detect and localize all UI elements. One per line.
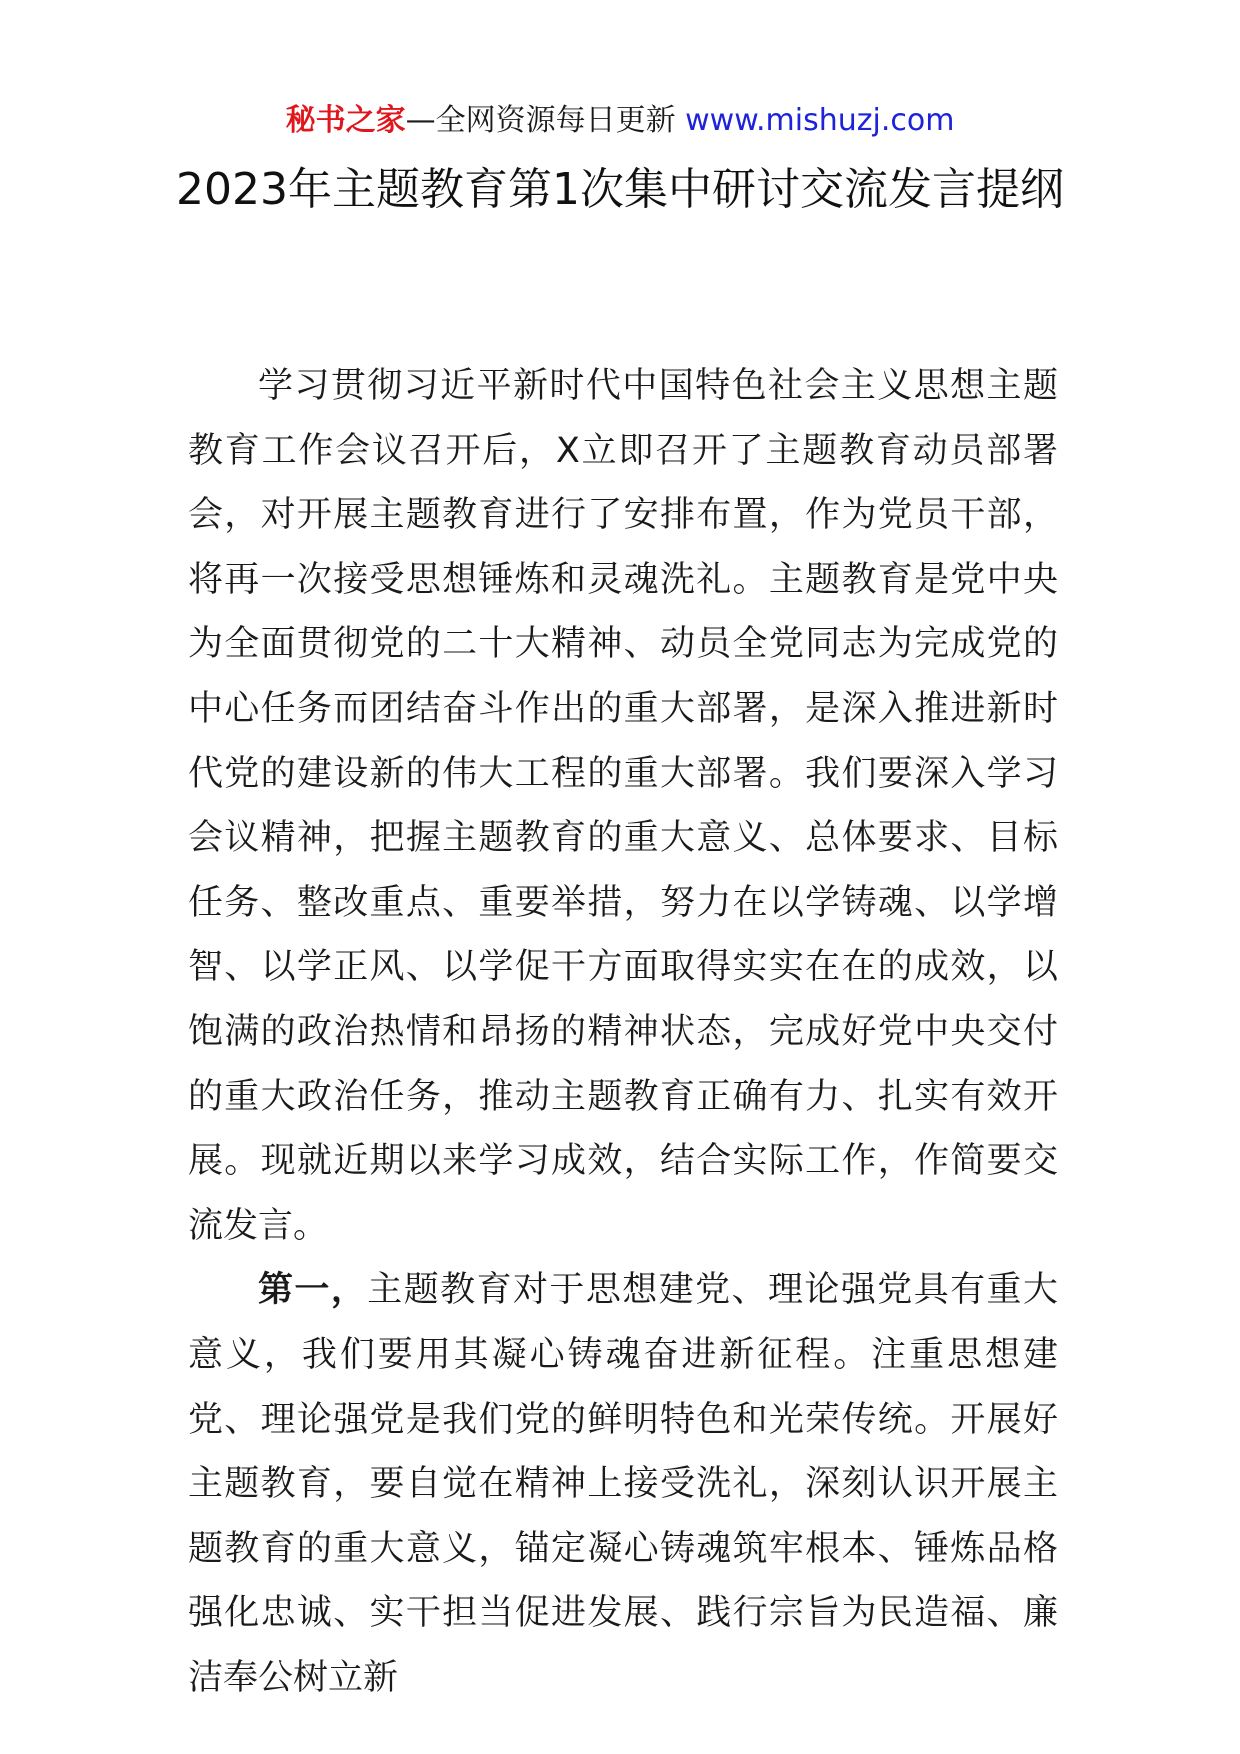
site-header: [0, 101, 1240, 141]
paragraph-lead: 第一，: [258, 1270, 368, 1311]
site-brand: 秘书之家: [285, 103, 406, 138]
document-title: 2023年主题教育第1次集中研讨交流发言提纲: [176, 164, 1064, 215]
paragraph-text: 主题教育对于思想建党、理论强党具有重大意义，我们要用其凝心铸魂奋进新征程。注重思想建党、理论强党是我们党的鲜明特色和光荣传统。开展好主题教育，要自觉在精神上接受洗礼，深刻认识开展主题教育的重大意义，锚定凝心铸魂筑牢根本、锤炼品格强化忠诚、实干担当促进发展、践行宗旨为民造福、廉洁奉公树立新: [188, 1270, 1058, 1698]
site-tagline: —全网资源每日更新: [405, 103, 686, 138]
paragraph-point-one: [188, 1258, 1058, 1710]
paragraph-intro: [188, 354, 1058, 1258]
paragraph-text: 学习贯彻习近平新时代中国特色社会主义思想主题教育工作会议召开后，X立即召开了主题教育动员部署会，对开展主题教育进行了安排布置，作为党员干部，将再一次接受思想锤炼和灵魂洗礼。主题教育是党中央为全面贯彻党的二十大精神、动员全党同志为完成党的中心任务而团结奋斗作出的重大部署，是深入推进新时代党的建设新的伟大工程的重大部署。我们要深入学习会议精神，把握主题教育的重大意义、总体要求、目标任务、整改重点、重要举措，努力在以学铸魂、以学增智、以学正风、以学促干方面取得实实在在的成效，以饱满的政治热情和昂扬的精神状态，完成好党中央交付的重大政治任务，推动主题教育正确有力、扎实有效开展。现就近期以来学习成效，结合实际工作，作简要交流发言。: [188, 366, 1058, 1246]
document-body: [188, 354, 1058, 1710]
site-url-link[interactable]: www.mishuzj.com: [685, 103, 955, 138]
